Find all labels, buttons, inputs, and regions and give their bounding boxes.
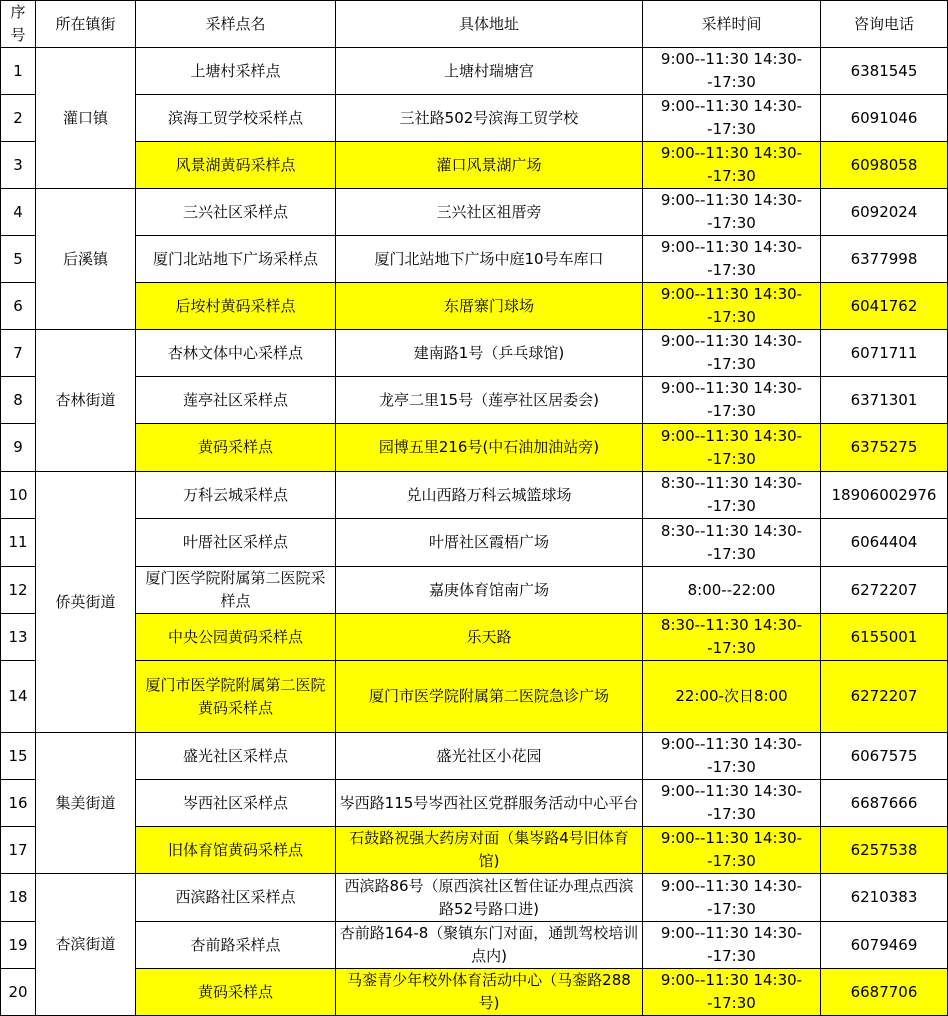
cell-time: 9:00--11:30 14:30--17:30 [643,969,821,1016]
cell-address: 叶厝社区霞梧广场 [336,519,643,567]
cell-phone: 6064404 [821,519,948,567]
table-row [1,236,948,283]
table-row [1,95,948,142]
table-row [1,48,948,95]
cell-phone: 6210383 [821,874,948,922]
cell-address: 岑西路115号岑西社区党群服务活动中心平台 [336,780,643,827]
cell-town: 杏滨街道 [36,874,136,1016]
cell-time: 8:00--22:00 [643,567,821,614]
table-row [1,283,948,330]
cell-time: 9:00--11:30 14:30--17:30 [643,874,821,922]
cell-time: 9:00--11:30 14:30--17:30 [643,95,821,142]
cell-time: 9:00--11:30 14:30--17:30 [643,236,821,283]
table-row [1,614,948,661]
cell-address: 灌口风景湖广场 [336,142,643,189]
cell-address: 乐天路 [336,614,643,661]
cell-site-name: 厦门市医学院附属第二医院黄码采样点 [136,661,336,733]
cell-site-name: 万科云城采样点 [136,472,336,519]
cell-no: 16 [1,780,36,827]
cell-phone: 6257538 [821,827,948,874]
cell-no: 2 [1,95,36,142]
table-row [1,827,948,874]
cell-no: 4 [1,189,36,236]
cell-time: 8:30--11:30 14:30--17:30 [643,519,821,567]
cell-no: 7 [1,330,36,377]
cell-phone: 6098058 [821,142,948,189]
cell-phone: 6155001 [821,614,948,661]
cell-phone: 6377998 [821,236,948,283]
cell-no: 18 [1,874,36,922]
cell-address: 兑山西路万科云城篮球场 [336,472,643,519]
cell-time: 9:00--11:30 14:30--17:30 [643,189,821,236]
cell-no: 17 [1,827,36,874]
cell-phone: 6067575 [821,733,948,780]
cell-phone: 6041762 [821,283,948,330]
cell-time: 9:00--11:30 14:30--17:30 [643,424,821,472]
cell-time: 9:00--11:30 14:30--17:30 [643,922,821,969]
cell-time: 9:00--11:30 14:30--17:30 [643,733,821,780]
cell-time: 8:30--11:30 14:30--17:30 [643,472,821,519]
cell-site-name: 杏林文体中心采样点 [136,330,336,377]
header-cell-town: 所在镇街 [36,1,136,48]
cell-no: 3 [1,142,36,189]
table-row [1,330,948,377]
table-row [1,874,948,922]
cell-time: 9:00--11:30 14:30--17:30 [643,827,821,874]
cell-phone: 6687706 [821,969,948,1016]
table-row [1,424,948,472]
cell-time: 9:00--11:30 14:30--17:30 [643,330,821,377]
cell-time: 9:00--11:30 14:30--17:30 [643,780,821,827]
cell-site-name: 黄码采样点 [136,969,336,1016]
cell-address: 厦门北站地下广场中庭10号车库口 [336,236,643,283]
cell-address: 东厝寨门球场 [336,283,643,330]
header-cell-address: 具体地址 [336,1,643,48]
cell-no: 8 [1,377,36,424]
cell-town: 集美街道 [36,733,136,874]
cell-time: 9:00--11:30 14:30--17:30 [643,283,821,330]
cell-no: 11 [1,519,36,567]
cell-address: 马銮青少年校外体育活动中心（马銮路288号) [336,969,643,1016]
cell-site-name: 莲亭社区采样点 [136,377,336,424]
cell-no: 19 [1,922,36,969]
cell-time: 9:00--11:30 14:30--17:30 [643,377,821,424]
cell-site-name: 杏前路采样点 [136,922,336,969]
cell-site-name: 厦门北站地下广场采样点 [136,236,336,283]
cell-town: 后溪镇 [36,189,136,330]
cell-phone: 6079469 [821,922,948,969]
cell-phone: 18906002976 [821,472,948,519]
cell-time: 8:30--11:30 14:30--17:30 [643,614,821,661]
cell-town: 杏林街道 [36,330,136,472]
cell-no: 5 [1,236,36,283]
table-row [1,519,948,567]
cell-site-name: 岑西社区采样点 [136,780,336,827]
header-cell-no: 序号 [1,1,36,48]
cell-no: 12 [1,567,36,614]
cell-phone: 6371301 [821,377,948,424]
table-row [1,377,948,424]
table-row [1,567,948,614]
cell-no: 9 [1,424,36,472]
cell-site-name: 叶厝社区采样点 [136,519,336,567]
cell-address: 厦门市医学院附属第二医院急诊广场 [336,661,643,733]
cell-address: 杏前路164-8（聚镇东门对面，通凯驾校培训点内) [336,922,643,969]
cell-no: 15 [1,733,36,780]
cell-address: 嘉庚体育馆南广场 [336,567,643,614]
header-cell-name: 采样点名 [136,1,336,48]
cell-site-name: 盛光社区采样点 [136,733,336,780]
cell-phone: 6381545 [821,48,948,95]
cell-address: 龙亭二里15号（莲亭社区居委会) [336,377,643,424]
cell-no: 20 [1,969,36,1016]
table-row [1,733,948,780]
table-row [1,189,948,236]
cell-town: 侨英街道 [36,472,136,733]
cell-address: 三兴社区祖厝旁 [336,189,643,236]
cell-no: 14 [1,661,36,733]
cell-phone: 6071711 [821,330,948,377]
table-row [1,142,948,189]
table-row [1,780,948,827]
table-row [1,969,948,1016]
cell-site-name: 后垵村黄码采样点 [136,283,336,330]
cell-address: 上塘村瑞塘宫 [336,48,643,95]
cell-site-name: 中央公园黄码采样点 [136,614,336,661]
cell-time: 22:00-次日8:00 [643,661,821,733]
cell-site-name: 黄码采样点 [136,424,336,472]
cell-phone: 6272207 [821,567,948,614]
header-cell-time: 采样时间 [643,1,821,48]
cell-site-name: 上塘村采样点 [136,48,336,95]
table-row [1,661,948,733]
table-row [1,922,948,969]
cell-phone: 6092024 [821,189,948,236]
cell-phone: 6091046 [821,95,948,142]
cell-no: 6 [1,283,36,330]
cell-no: 1 [1,48,36,95]
table-row [1,472,948,519]
cell-site-name: 三兴社区采样点 [136,189,336,236]
cell-address: 盛光社区小花园 [336,733,643,780]
table-body [1,48,948,1016]
cell-phone: 6375275 [821,424,948,472]
cell-site-name: 旧体育馆黄码采样点 [136,827,336,874]
cell-phone: 6687666 [821,780,948,827]
header-row [1,1,948,48]
cell-time: 9:00--11:30 14:30--17:30 [643,48,821,95]
cell-address: 建南路1号（乒乓球馆) [336,330,643,377]
cell-address: 园博五里216号(中石油加油站旁) [336,424,643,472]
cell-site-name: 厦门医学院附属第二医院采样点 [136,567,336,614]
cell-site-name: 风景湖黄码采样点 [136,142,336,189]
cell-time: 9:00--11:30 14:30--17:30 [643,142,821,189]
cell-site-name: 西滨路社区采样点 [136,874,336,922]
cell-phone: 6272207 [821,661,948,733]
cell-site-name: 滨海工贸学校采样点 [136,95,336,142]
cell-address: 三社路502号滨海工贸学校 [336,95,643,142]
cell-town: 灌口镇 [36,48,136,189]
cell-no: 10 [1,472,36,519]
header-cell-phone: 咨询电话 [821,1,948,48]
cell-no: 13 [1,614,36,661]
cell-address: 西滨路86号（原西滨社区暂住证办理点西滨路52号路口进) [336,874,643,922]
cell-address: 石鼓路祝强大药房对面（集岑路4号旧体育馆) [336,827,643,874]
